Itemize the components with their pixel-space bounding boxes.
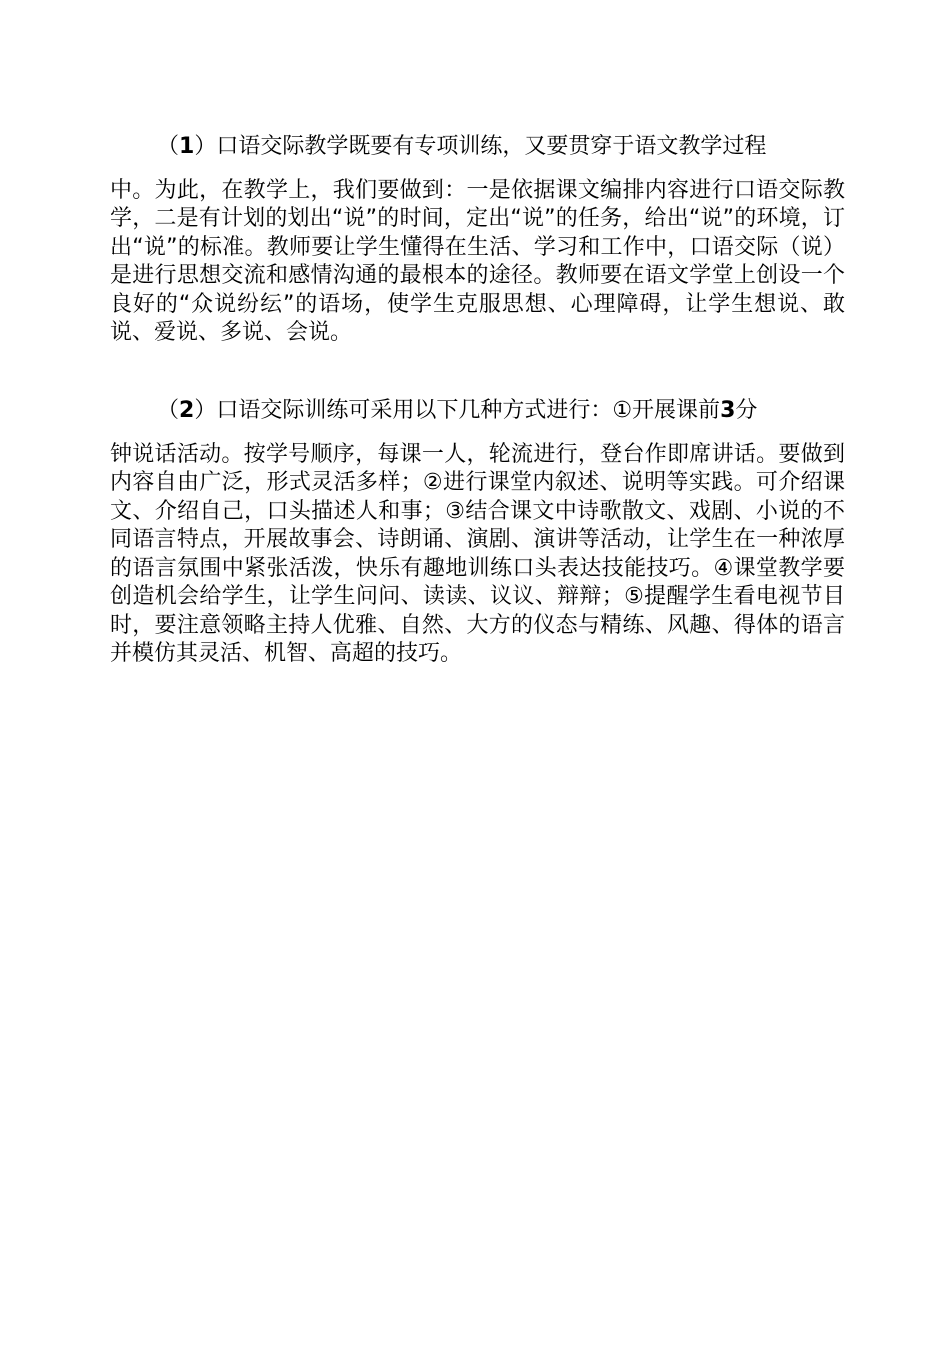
paragraph-2-body: 钟说话活动。按学号顺序，每课一人，轮流进行，登台作即席讲话。要做到内容自由广泛，形式灵活多样；②进行课堂内叙述、说明等实践。可介绍课文、介绍自己，口头描述人和事；③结合课文中诗歌散文、戏剧、小说的不同语言特点，开展故事会、诗朗诵、演剧、演讲等活动，让学生在一种浓厚的语言氛围中紧张活泼，快乐有趣地训练口头表达技能技巧。④课堂教学要创造机会给学生，让学生问问、读读、议议、辩辩；⑤提醒学生看电视节目时，要注意领略主持人优雅、自然、大方的仪态与精练、风趣、得体的语言并模仿其灵活、机智、高超的技巧。: [110, 441, 845, 666]
paragraph-1-body: 中。为此，在教学上，我们要做到：一是依据课文编排内容进行口语交际教学，二是有计划的划出“说”的时间，定出“说”的任务，给出“说”的环境，订出“说”的标准。教师要让学生懂得在生活、学习和工作中，口语交际（说）是进行思想交流和感情沟通的最根本的途径。教师要在语文学堂上创设一个良好的“众说纷纭”的语场，使学生克服思想、心理障碍，让学生想说、敢说、爱说、多说、会说。: [110, 177, 845, 345]
paragraph-2: [110, 397, 845, 669]
paragraph-1-first-line: [110, 133, 845, 162]
paragraph-2-first-line-text: ）口语交际训练可采用以下几种方式进行：①开展课前: [194, 398, 721, 423]
paragraph-2-first-line: [110, 397, 845, 426]
paragraph-2-number: 2: [179, 398, 195, 423]
paragraph-1: [110, 133, 845, 348]
paragraph-2-open-paren: （: [157, 398, 180, 423]
paragraph-2-minutes-number: 3: [720, 398, 736, 423]
paragraph-1-number: 1: [179, 134, 195, 159]
paragraph-2-first-line-tail: 分: [735, 398, 758, 423]
paragraph-1-first-line-text: ）口语交际教学既要有专项训练，又要贯穿于语文教学过程: [194, 134, 767, 159]
paragraph-1-open-paren: （: [157, 134, 180, 159]
